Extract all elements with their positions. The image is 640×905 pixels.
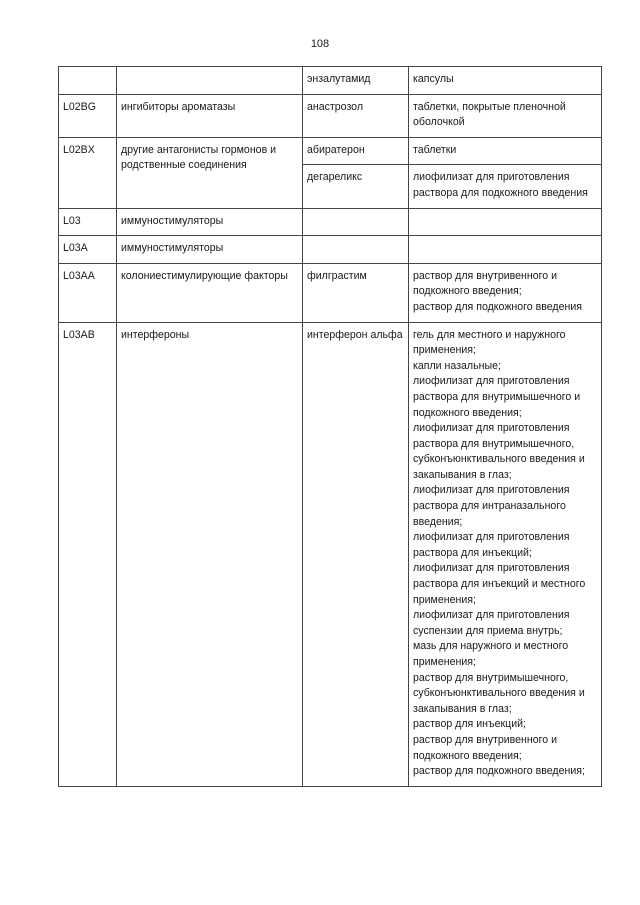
drug-name-cell: филграстим: [303, 263, 409, 322]
dosage-form-item: гель для местного и наружного применения;: [413, 328, 566, 357]
page-number: 108: [310, 38, 330, 50]
table-row: [59, 236, 602, 264]
atc-code-cell: L03AA: [59, 263, 117, 322]
atc-code-cell: L03A: [59, 236, 117, 264]
dosage-form-item: таблетки: [413, 143, 457, 156]
atc-code-cell: L02BX: [59, 137, 117, 208]
atc-code-cell: L02BG: [59, 94, 117, 137]
drug-name-cell: анастрозол: [303, 94, 409, 137]
dosage-forms-cell: [409, 137, 602, 165]
dosage-forms-cell: [409, 236, 602, 264]
dosage-form-item: лиофилизат для приготовления раствора для внутримышечного, субконъюнктивального введения и закапывания в глаз;: [413, 422, 585, 481]
table-row: [59, 322, 602, 786]
group-name-cell: ингибиторы ароматазы: [117, 94, 303, 137]
drug-name-cell: энзалутамид: [303, 67, 409, 95]
dosage-form-item: таблетки, покрытые пленочной оболочкой: [413, 100, 566, 129]
dosage-form-item: лиофилизат для приготовления суспензии для приема внутрь;: [413, 609, 570, 637]
dosage-forms-cell: [409, 208, 602, 236]
dosage-form-item: капли назальные;: [413, 359, 501, 372]
drug-table: [58, 66, 602, 787]
drug-name-cell: абиратерон: [303, 137, 409, 165]
dosage-forms-cell: [409, 94, 602, 137]
dosage-forms-cell: [409, 322, 602, 786]
group-name-cell: колониестимулирующие факторы: [117, 263, 303, 322]
dosage-form-item: лиофилизат для приготовления раствора для интраназального введения;: [413, 484, 570, 528]
dosage-form-item: мазь для наружного и местного применения;: [413, 640, 569, 668]
dosage-forms-cell: [409, 263, 602, 322]
group-name-cell: иммуностимуляторы: [117, 208, 303, 236]
dosage-form-item: раствор для внутривенного и подкожного введения;: [413, 733, 558, 762]
dosage-form-item: капсулы: [413, 73, 454, 85]
dosage-form-item: лиофилизат для приготовления раствора для инъекций;: [413, 531, 570, 559]
dosage-form-item: раствор для подкожного введения;: [413, 765, 585, 778]
drug-name-cell: [303, 236, 409, 264]
table-row: [59, 94, 602, 137]
dosage-form-item: раствор для инъекций;: [413, 718, 526, 731]
group-name-cell: [117, 67, 303, 95]
group-name-cell: иммуностимуляторы: [117, 236, 303, 264]
dosage-forms-cell: [409, 165, 602, 208]
table-row: [59, 208, 602, 236]
group-name-cell: другие антагонисты гормонов и родственные соединения: [117, 137, 303, 208]
dosage-form-item: лиофилизат для приготовления раствора для внутримышечного и подкожного введения;: [413, 375, 581, 419]
group-name-cell: интерфероны: [117, 322, 303, 786]
atc-code-cell: [59, 67, 117, 95]
drug-name-cell: интерферон альфа: [303, 322, 409, 786]
dosage-form-item: лиофилизат для приготовления раствора для инъекций и местного применения;: [413, 562, 586, 606]
table-row: [59, 137, 602, 165]
dosage-form-item: раствор для подкожного введения: [413, 300, 582, 313]
table-row: [59, 67, 602, 95]
table-row: [59, 263, 602, 322]
dosage-form-item: раствор для внутривенного и подкожного введения;: [413, 269, 558, 298]
atc-code-cell: L03: [59, 208, 117, 236]
drug-name-cell: [303, 208, 409, 236]
dosage-form-item: лиофилизат для приготовления раствора для подкожного введения: [413, 171, 588, 199]
dosage-forms-cell: [409, 67, 602, 95]
dosage-form-item: раствор для внутримышечного, субконъюнктивального введения и закапывания в глаз;: [413, 671, 585, 715]
atc-code-cell: L03AB: [59, 322, 117, 786]
drug-name-cell: дегареликс: [303, 165, 409, 208]
